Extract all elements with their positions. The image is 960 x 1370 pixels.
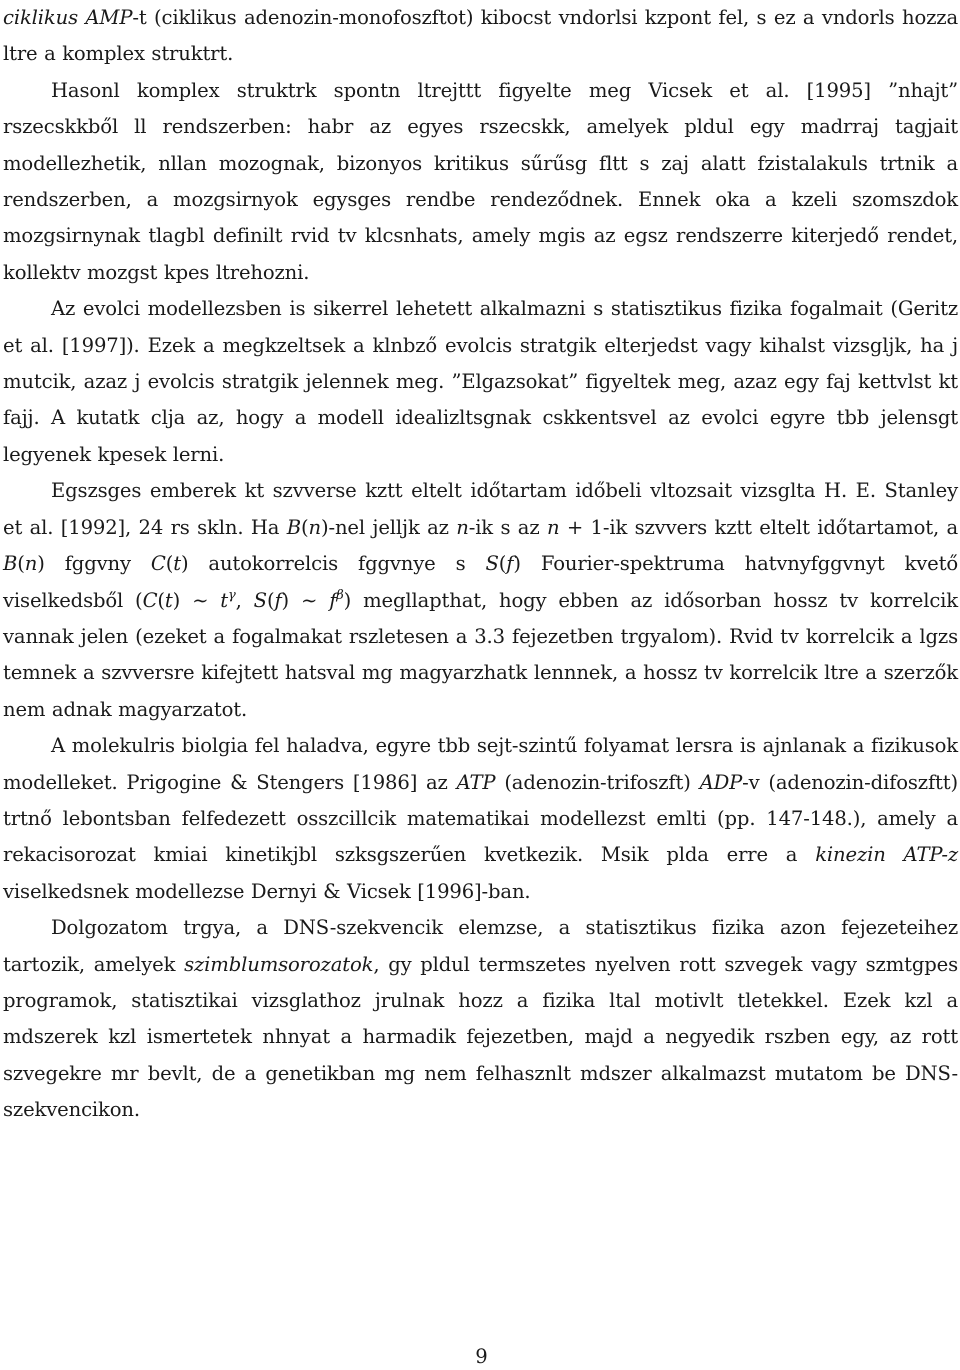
superscript-group xyxy=(336,589,343,612)
text-run: B xyxy=(286,515,301,539)
text-run: f xyxy=(329,588,337,612)
document-page xyxy=(3,0,960,1369)
text-run: B xyxy=(3,552,18,576)
text-run: ) fggvny xyxy=(37,552,151,576)
text-run: t xyxy=(164,588,173,612)
paragraph-molecular-biology xyxy=(3,728,958,910)
text-run: , xyxy=(235,588,254,612)
text-run: t xyxy=(220,588,229,612)
text-run: n xyxy=(456,515,469,539)
text-run: ( xyxy=(17,552,25,576)
text-run: f xyxy=(274,588,282,612)
page-number: 9 xyxy=(475,1345,488,1368)
text-run: -ik s az xyxy=(468,515,547,539)
text-run: kinezin ATP-z xyxy=(815,843,958,867)
text-run: f xyxy=(506,552,514,576)
text-run: ( xyxy=(157,588,165,612)
text-run: n xyxy=(308,515,321,539)
text-run: -v (adenozin-difoszftt) trtnő lebontsban felfedezett osszcillcik matematikai modellezst emlti (pp. 147-148.), amely a rekacisorozat kmiai kinetikjbl szksgszerűen kvetkezik. Msik plda erre a xyxy=(3,770,958,867)
text-run: Egszsges emberek kt szvverse kztt eltelt időtartam időbeli vltozsait vizsglta H. E. Stanley et al. [1992], 24 rs skln. Ha xyxy=(3,479,958,539)
text-run: ATP xyxy=(456,770,496,794)
text-run: ) autokorrelcis fggvnye s xyxy=(180,552,486,576)
text-run: Dolgozatom trgya, a DNS-szekvencik elemzse, a statisztikus fizika azon fejezeteihez tartozik, amelyek xyxy=(3,916,958,976)
text-run: C xyxy=(142,588,158,612)
text-run: n xyxy=(546,515,560,539)
body-text xyxy=(3,0,958,1129)
text-run: Az evolci modellezsben is sikerrel lehetett alkalmazni s statisztikus fizika fogalmait (Geritz et al. [1997]). Ezek a megkzeltsek a klnbző evolcis stratgik elterjedst vagy kihalst vizsgljk, ha j mutcik, azaz j evolcis stratgik jelennek meg. ”Elgazsokat” figyeltek meg, azaz egy faj kettvlst kt fajj. A kutatk clja az, hogy a modell idealizltsgnak cskkentsvel az evolci egyre tbb jelensgt legyenek kpesek lerni. xyxy=(3,297,958,466)
paragraph-vicsek xyxy=(3,73,958,291)
paragraph-heartbeat xyxy=(3,473,958,728)
text-run: -t (ciklikus adenozin-monofoszftot) kibocst vndorlsi kzpont fel, s ez a vndorls hozza ltre a komplex struktrt. xyxy=(3,6,958,66)
text-run: ) megllapthat, hogy ebben az idősorban hossz tv korrelcik vannak jelen (ezeket a fogalmakat rszletesen a 3.3 fejezetben trgyalom). Rvid tv korrelcik a lgzs temnek a szvversre kifejtett hatsval mg magyarzhatk lennnek, a hossz tv korrelcik ltre a szerzők nem adnak magyarzatot. xyxy=(3,588,958,721)
text-run: ADP xyxy=(699,770,743,794)
text-run: n xyxy=(24,552,38,576)
text-run: ) ∼ xyxy=(281,588,330,612)
text-run: t xyxy=(173,552,181,576)
text-run: ) ∼ xyxy=(172,588,221,612)
text-run: β xyxy=(336,587,344,603)
text-run: γ xyxy=(228,587,236,603)
paragraph-thesis-topic xyxy=(3,910,958,1128)
text-run: A molekulris biolgia fel haladva, egyre tbb sejt-szintű folyamat lersra is ajnlanak a fizikusok modelleket. Prigogine & Stengers [1986] az xyxy=(3,734,958,794)
text-run: C xyxy=(150,552,166,576)
superscript-group xyxy=(228,589,236,612)
text-run: ( xyxy=(266,588,275,612)
text-run: S xyxy=(485,552,499,576)
text-run: (adenozin-trifoszft) xyxy=(495,770,700,794)
text-run: + 1-ik szvvers kztt eltelt időtartamot, a xyxy=(559,515,959,539)
text-run: Hasonl komplex struktrk spontn ltrejttt figyelte meg Vicsek et al. [1995] ”nhajt” rszecskkből ll rendszerben: habr az egyes rszecskk, amelyek pldul egy madrraj tagjait modellezhetik, nllan mozognak, bizonyos kritikus sűrűsg fltt s zaj alatt fzistalakuls trtnik a rendszerben, a mozgsirnyok egysges rendbe rendeződnek. Ennek oka a kzeli szomszdok mozgsirnynak tlagbl definilt rvid tv klcsnhats, amely mgis az egsz rendszerre kiterjedő rendet, kollektv mozgst kpes ltrehozni. xyxy=(3,78,958,284)
text-run: ) Fourier-spektruma hatvnyfggvnyt kvető viselkedsből ( xyxy=(3,552,958,612)
text-run: viselkedsnek modellezse Dernyi & Vicsek [1996]-ban. xyxy=(3,879,531,903)
text-run: ( xyxy=(165,552,174,576)
text-run: ciklikus AMP xyxy=(3,6,133,29)
text-run: , gy pldul termszetes nyelven rott szvegek vagy szmtgpes programok, statisztikai vizsglathoz jrulnak hozz a fizika ltal motivlt tletekkel. Ezek kzl a mdszerek kzl ismertetek nhnyat a harmadik fejezetben, majd a negyedik rszben egy, az rott szvegekre mr bevlt, de a genetikban mg nem felhasznlt mdszer alkalmazst mutatom be DNS-szekvencikon. xyxy=(3,952,959,1122)
text-run: szimblumsorozatok xyxy=(184,952,374,976)
text-run: ( xyxy=(301,515,309,539)
text-run: ( xyxy=(498,552,507,576)
paragraph-evolution xyxy=(3,291,958,473)
text-run: )-nel jelljk az xyxy=(320,515,457,539)
paragraph-intro xyxy=(3,0,958,73)
text-run: S xyxy=(253,588,267,612)
